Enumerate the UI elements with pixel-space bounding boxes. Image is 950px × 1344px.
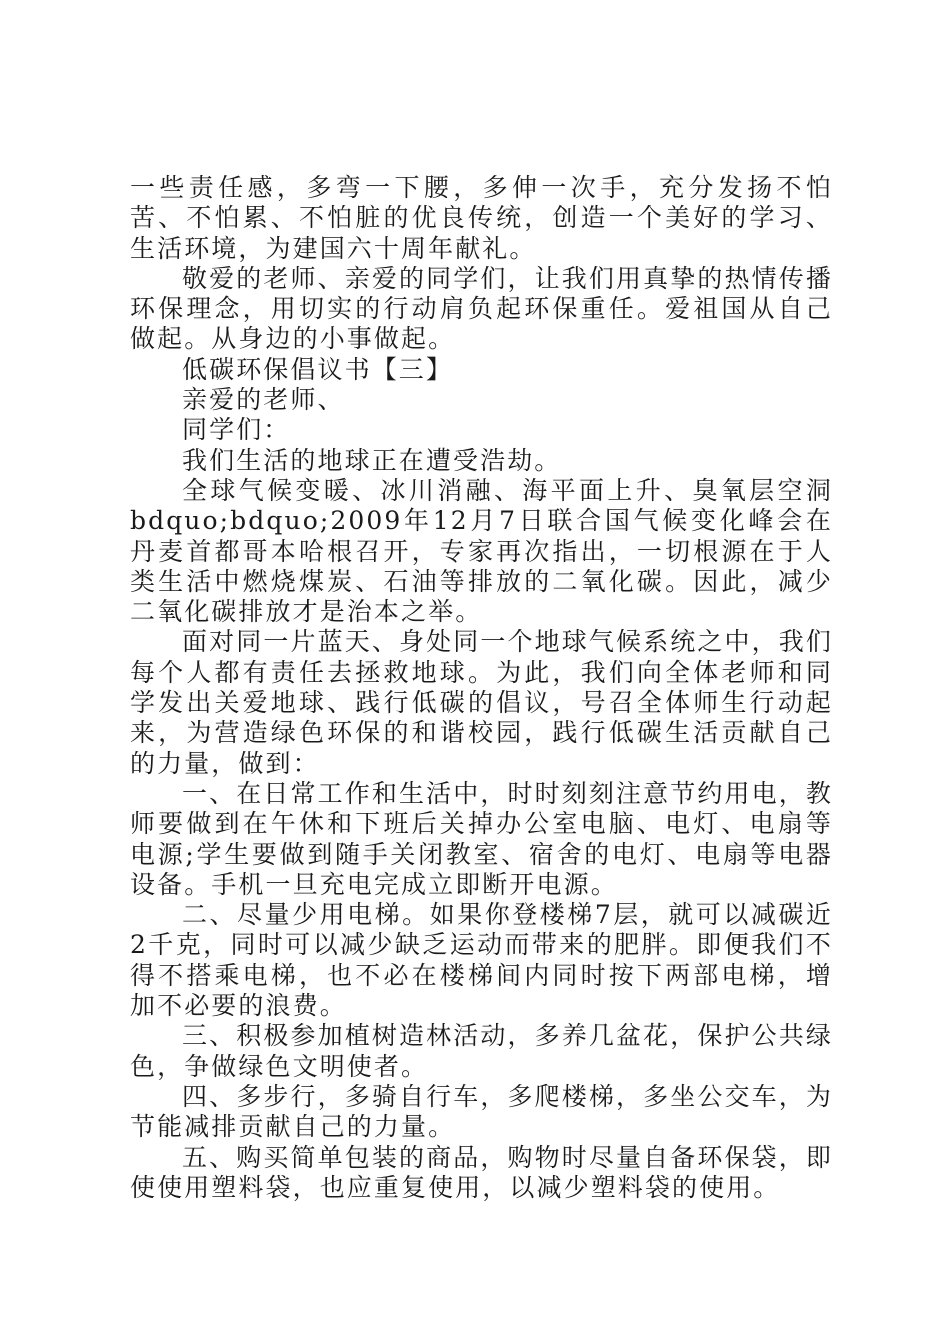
paragraph-intro: 我们生活的地球正在遭受浩劫。 (182, 445, 562, 475)
paragraph-continuation: 一些责任感，多弯一下腰，多伸一次手，充分发扬不怕苦、不怕累、不怕脏的优良传统，创造一个美好的学习、生活环境，为建国六十周年献礼。 (130, 173, 833, 263)
list-item-4: 四、多步行，多骑自行车，多爬楼梯，多坐公交车，为节能减排贡献自己的力量。 (130, 1081, 833, 1142)
paragraph-climate: 全球气候变暖、冰川消融、海平面上升、臭氧层空洞bdquo;bdquo;2009年12月7日联合国气候变化峰会在丹麦首都哥本哈根召开，专家再次指出，一切根源在于人类生活中燃烧煤炭、石油等排放的二氧化碳。因此，减少二氧化碳排放才是治本之举。 (130, 475, 833, 627)
list-item-5: 五、购买简单包装的商品，购物时尽量自备环保袋，即使使用塑料袋，也应重复使用，以减少塑料袋的使用。 (130, 1142, 833, 1202)
list-item-3: 三、积极参加植树造林活动，多养几盆花，保护公共绿色，争做绿色文明使者。 (130, 1021, 833, 1081)
list-item-2: 二、尽量少用电梯。如果你登楼梯7层，就可以减碳近2千克，同时可以减少缺乏运动而带来的肥胖。即便我们不得不搭乘电梯，也不必在楼梯间内同时按下两部电梯，增加不必要的浪费。 (130, 900, 833, 1021)
section-title: 低碳环保倡议书【三】 (182, 354, 454, 384)
salutation-teachers: 亲爱的老师、 (182, 385, 345, 415)
document-body (130, 173, 833, 1203)
paragraph-closing-appeal: 敬爱的老师、亲爱的同学们，让我们用真挚的热情传播环保理念，用切实的行动肩负起环保重任。爱祖国从自己做起。从身边的小事做起。 (130, 263, 833, 354)
list-item-1: 一、在日常工作和生活中，时时刻刻注意节约用电，教师要做到在午休和下班后关掉办公室电脑、电灯、电扇等电源;学生要做到随手关闭教室、宿舍的电灯、电扇等电器设备。手机一旦充电完成立即断开电源。 (130, 778, 833, 899)
salutation-students: 同学们： (182, 415, 291, 445)
paragraph-call-to-action: 面对同一片蓝天、身处同一个地球气候系统之中，我们每个人都有责任去拯救地球。为此，我们向全体老师和同学发出关爱地球、践行低碳的倡议，号召全体师生行动起来，为营造绿色环保的和谐校园，践行低碳生活贡献自己的力量，做到： (130, 627, 833, 778)
